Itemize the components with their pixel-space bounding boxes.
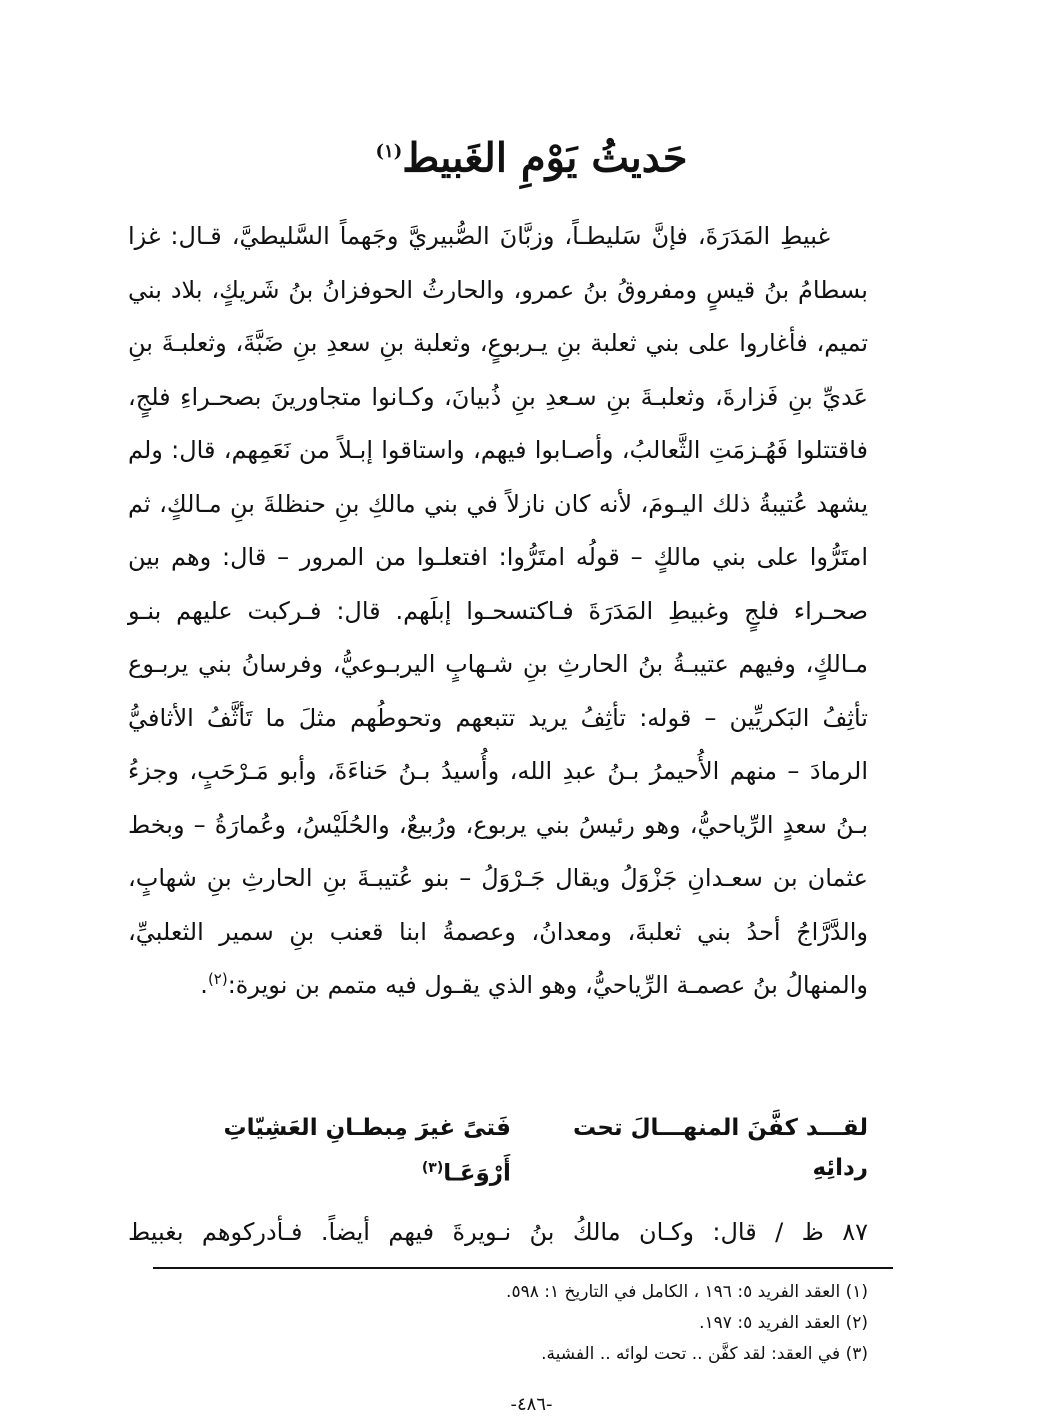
main-paragraph-text: غبيطِ المَدَرَةَ، فإنَّ سَليطـاً، وزبَّانَ الصُّبيريَّ وجَهماً السَّليطيَّ، قـال: غزا بسطامُ بنُ قيسٍ ومفروقُ بنُ عمرو، والحارثُ الحوفزانُ بنُ شَريكٍ، بلاد بني تميم، فأغاروا على بني ثعلبة بنِ يـربوعٍ، وثعلبة بنِ سعدِ بنِ ضَبَّةَ، وثعلبـةَ بنِ عَديِّ بنِ فَزارةَ، وثعلبـةَ بنِ سـعدِ بنِ ذُبيانَ، وكـانوا متجاورينَ بصحـراءِ فلجٍ، فاقتتلوا فَهُـزمَتِ الثَّعالبُ، وأصـابوا فيهم، واستاقوا إبـلاً من نَعَمِهم، قال: ولم يشهد عُتيبةُ ذلك اليـومَ، لأنه كان نازلاً في بني مالكِ بنِ حنظلةَ بنِ مـالكٍ، ثم امتَرُّوا على بني مالكٍ – قولُه امتَرُّوا: افتعلـوا من المرور – قال: وهم بين صحـراء فلجٍ وغبيطِ المَدَرَةَ فـاكتسحـوا إبلَهم. قال: فـركبت عليهم بنـو مـالكٍ، وفيهم عتيبـةُ بنُ الحارثِ بنِ شـهابٍ اليربـوعيُّ، وفرسانُ بني يربـوع تأثِفُ البَكريِّين – قوله: تأثِفُ يريد تتبعهم وتحوطُهم مثلَ ما تَأثَّفُ الأثافيُّ الرمادَ – منهم الأُحيمرُ بـنُ عبدِ الله، وأُسيدُ بـنُ حَناءَةَ، وأبو مَـرْحَبٍ، وجزءُ بـنُ سعدٍ الرِّياحيُّ، وهو رئيسُ بني يربوع، ورُبيعٌ، والحُلَيْسُ، وعُمارَةُ – وبخط عثمان بن سعـدانِ جَزْوَلُ ويقال جَـرْوَلُ – بنو عُتيبـةَ بنِ الحارثِ بنِ شهابٍ، والدَّرَّاجُ أحدُ بني ثعلبةَ، ومعدانُ، وعصمةُ ابنا قعنب بنِ سمير الثعلبيِّ، والمنهالُ بنُ عصمـة الرِّياحيُّ، وهو الذي يقـول فيه متمم بن نويرة: [128, 222, 868, 999]
verse-footnote-mark: (٣) [421, 1160, 444, 1176]
main-paragraph: غبيطِ المَدَرَةَ، فإنَّ سَليطـاً، وزبَّانَ الصُّبيريَّ وجَهماً السَّليطيَّ، قـال: غزا بسطامُ بنُ قيسٍ ومفروقُ بنُ عمرو، والحارثُ الحوفزانُ بنُ شَريكٍ، بلاد بني تميم، فأغاروا على بني ثعلبة بنِ يـربوعٍ، وثعلبة بنِ سعدِ بنِ ضَبَّةَ، وثعلبـةَ بنِ عَديِّ بنِ فَزارةَ، وثعلبـةَ بنِ سـعدِ بنِ ذُبيانَ، وكـانوا متجاورينَ بصحـراءِ فلجٍ، فاقتتلوا فَهُـزمَتِ الثَّعالبُ، وأصـابوا فيهم، واستاقوا إبـلاً من نَعَمِهم، قال: ولم يشهد عُتيبةُ ذلك اليـومَ، لأنه كان نازلاً في بني مالكِ بنِ حنظلةَ بنِ مـالكٍ، ثم امتَرُّوا على بني مالكٍ – قولُه امتَرُّوا: افتعلـوا من المرور – قال: وهم بين صحـراء فلجٍ وغبيطِ المَدَرَةَ فـاكتسحـوا إبلَهم. قال: فـركبت عليهم بنـو مـالكٍ، وفيهم عتيبـةُ بنُ الحارثِ بنِ شـهابٍ اليربـوعيُّ، وفرسانُ بني يربـوع تأثِفُ البَكريِّين – قوله: تأثِفُ يريد تتبعهم وتحوطُهم مثلَ ما تَأثَّفُ الأثافيُّ الرمادَ – منهم الأُحيمرُ بـنُ عبدِ الله، وأُسيدُ بـنُ حَناءَةَ، وأبو مَـرْحَبٍ، وجزءُ بـنُ سعدٍ الرِّياحيُّ، وهو رئيسُ بني يربوع، ورُبيعٌ، والحُلَيْسُ، وعُمارَةُ – وبخط عثمان بن سعـدانِ جَزْوَلُ ويقال جَـرْوَلُ – بنو عُتيبـةَ بنِ الحارثِ بنِ شهابٍ، والدَّرَّاجُ أحدُ بني ثعلبةَ، ومعدانُ، وعصمةُ ابنا قعنب بنِ سمير الثعلبيِّ، والمنهالُ بنُ عصمـة الرِّياحيُّ، وهو الذي يقـول فيه متمم بن نويرة:$^{(٢)}$. [128, 222, 868, 999]
continuation-line [128, 1212, 868, 1252]
verse-first-hemistich: لقـــد كفَّنَ المنهـــالَ تحت ردائِهِ [573, 1115, 868, 1181]
continuation-text: قال: وكـان مالكُ بنُ نـويرةَ فيهم أيضاً. فـأدركوهم بغبيط [128, 1218, 757, 1246]
chapter-title-text: حَديثُ يَوْمِ الغَبيط [402, 134, 688, 182]
poetry-verse [128, 1108, 868, 1194]
footnotes-list [128, 1277, 868, 1370]
main-text [128, 210, 868, 1013]
folio-marker: ٨٧ ظ / [775, 1218, 868, 1246]
title-footnote-mark: (١) [375, 140, 403, 162]
footnote-1: (١) العقد الفريد ٥: ١٩٦ ، الكامل في التاريخ ١: ٥٩٨. [506, 1282, 868, 1302]
verse-second-hemistich [128, 1108, 511, 1194]
footnote-3: (٣) في العقد: لقد كفَّن .. تحت لوائه .. الفشية. [541, 1344, 868, 1364]
page-number: -٤٨٦- [510, 1394, 553, 1415]
paragraph-footnote-mark: (٢) [207, 970, 228, 988]
footnote-separator [153, 1267, 893, 1269]
chapter-title [0, 122, 1063, 188]
verse-second-hemistich-text: فَتىً غيرَ مِبطـانِ العَشِيّاتِ أَرْوَعَـا [223, 1115, 511, 1187]
footnote-2: (٢) العقد الفريد ٥: ١٩٧. [699, 1313, 868, 1333]
